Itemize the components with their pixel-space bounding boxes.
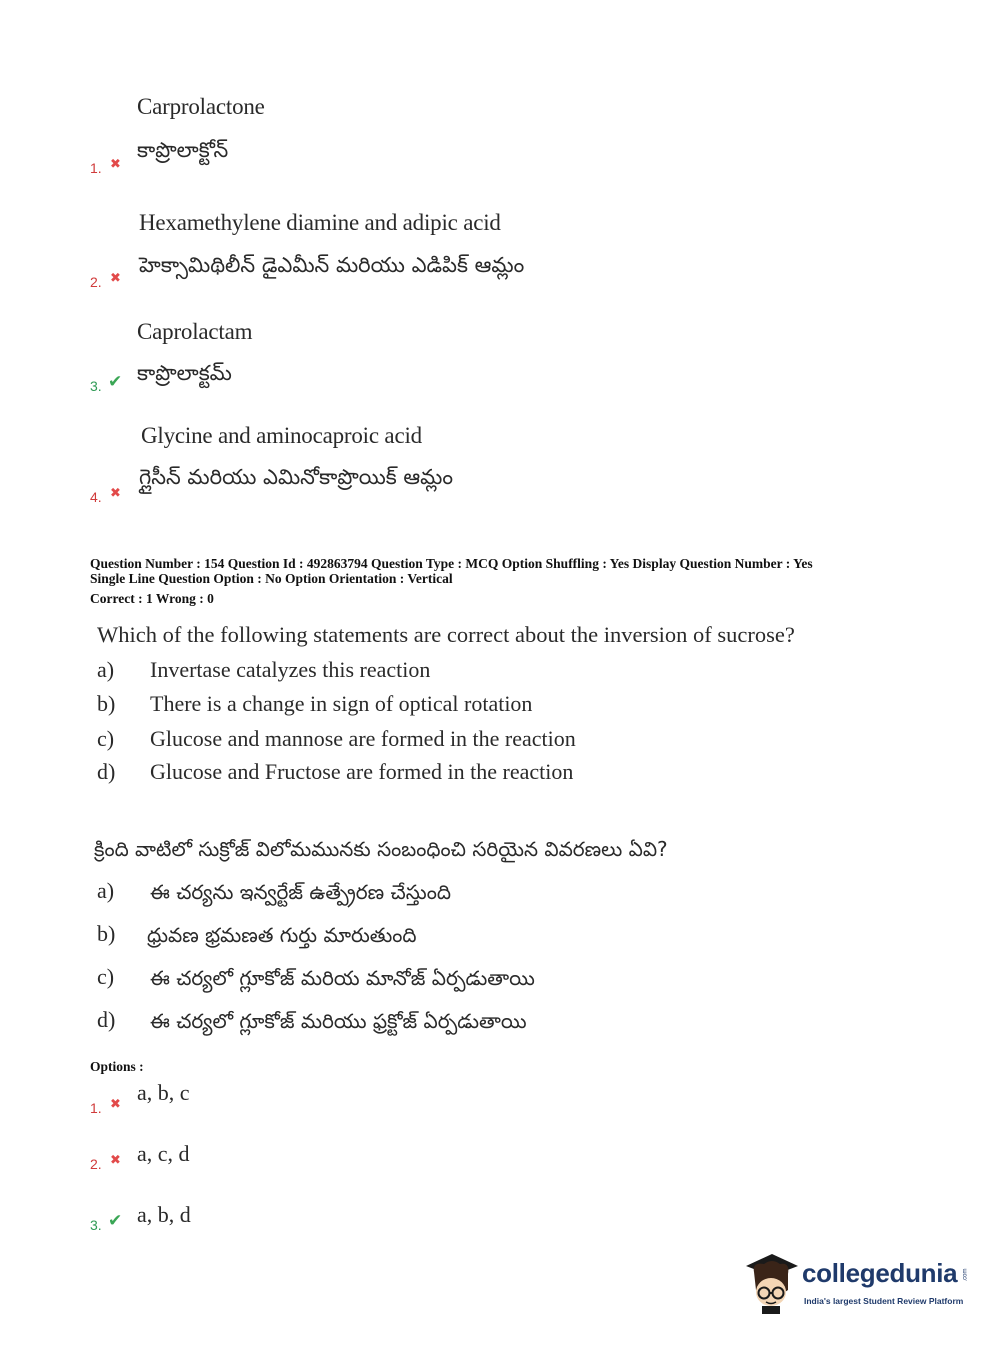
prev-option-3-telugu: కాప్రొలాక్టమ్ xyxy=(137,361,232,385)
statement-text: ఈ చర్యలో గ్లూకోజ్ మరియ మానోజ్ ఏర్పడుతాయి xyxy=(150,966,535,990)
question-meta-line-2: Single Line Question Option : No Option Orientation : Vertical xyxy=(90,571,453,586)
cross-icon: ✖ xyxy=(110,271,121,286)
cross-icon: ✖ xyxy=(110,486,121,501)
prev-option-3-number: 3. xyxy=(90,378,102,394)
statement-text: Glucose and Fructose are formed in the reaction xyxy=(150,759,574,784)
statement-text: ఈ చర్యను ఇన్వర్టేజ్ ఉత్ప్రేరణ చేస్తుంది xyxy=(150,880,451,904)
prev-option-2-english: Hexamethylene diamine and adipic acid xyxy=(139,210,501,235)
statement-text: There is a change in sign of optical rotation xyxy=(150,691,533,716)
statement-text: Glucose and mannose are formed in the reaction xyxy=(150,726,576,751)
statement-label: c) xyxy=(97,964,115,989)
prev-option-2-telugu: హెక్సామిథిలీన్ డైఎమీన్ మరియు ఎడిపిక్ ఆమ్లం xyxy=(139,253,525,277)
logo-tagline: India's largest Student Review Platform xyxy=(804,1296,964,1306)
statement-label: d) xyxy=(97,759,116,784)
statement-label: b) xyxy=(97,921,116,946)
prev-option-1-english: Carprolactone xyxy=(137,94,265,119)
answer-option-2-number: 2. xyxy=(90,1156,102,1172)
cross-icon: ✖ xyxy=(110,1153,121,1168)
statement-label: d) xyxy=(97,1007,116,1032)
prev-option-4-telugu: గ్లైసీన్ మరియు ఎమినోకాప్రొయిక్ ఆమ్లం xyxy=(139,465,453,489)
answer-option-1-number: 1. xyxy=(90,1100,102,1116)
answer-option-2-text: a, c, d xyxy=(137,1141,190,1166)
statement-text: ధ్రువణ భ్రమణత గుర్తు మారుతుంది xyxy=(147,923,417,947)
answer-option-3-number: 3. xyxy=(90,1217,102,1233)
question-stem-english: Which of the following statements are correct about the inversion of sucrose? xyxy=(97,622,795,647)
question-meta-line-1: Question Number : 154 Question Id : 492863794 Question Type : MCQ Option Shuffling : Yes Display Question Number : Yes xyxy=(90,556,813,571)
prev-option-4-number: 4. xyxy=(90,489,102,505)
statement-label: c) xyxy=(97,726,115,751)
prev-option-1-number: 1. xyxy=(90,160,102,176)
check-icon: ✔ xyxy=(108,1211,123,1231)
answer-option-3-text: a, b, d xyxy=(137,1202,191,1227)
question-stem-telugu: క్రింది వాటిలో సుక్రోజ్ విలోమమునకు సంబంధించి సరియైన వివరణలు ఏవి? xyxy=(94,837,668,861)
logo-name: collegedunia xyxy=(802,1258,958,1288)
logo-suffix: .com xyxy=(962,1268,969,1282)
prev-option-3-english: Caprolactam xyxy=(137,319,253,344)
question-meta-line-3: Correct : 1 Wrong : 0 xyxy=(90,591,214,606)
answer-option-1-text: a, b, c xyxy=(137,1080,190,1105)
statement-label: a) xyxy=(97,657,115,682)
statement-label: b) xyxy=(97,691,116,716)
check-icon: ✔ xyxy=(108,372,123,392)
statement-text: ఈ చర్యలో గ్లూకోజ్ మరియు ఫ్రక్టోజ్ ఏర్పడుతాయి xyxy=(150,1009,527,1033)
mascot-icon xyxy=(742,1250,802,1318)
prev-option-4-english: Glycine and aminocaproic acid xyxy=(141,423,422,448)
cross-icon: ✖ xyxy=(110,1097,121,1112)
statement-text: Invertase catalyzes this reaction xyxy=(150,657,431,682)
statement-label: a) xyxy=(97,878,115,903)
collegedunia-logo xyxy=(742,1250,972,1318)
options-heading: Options : xyxy=(90,1059,144,1074)
prev-option-1-telugu: కాప్రొలాక్టోన్ xyxy=(137,138,229,162)
cross-icon: ✖ xyxy=(110,157,121,172)
prev-option-2-number: 2. xyxy=(90,274,102,290)
